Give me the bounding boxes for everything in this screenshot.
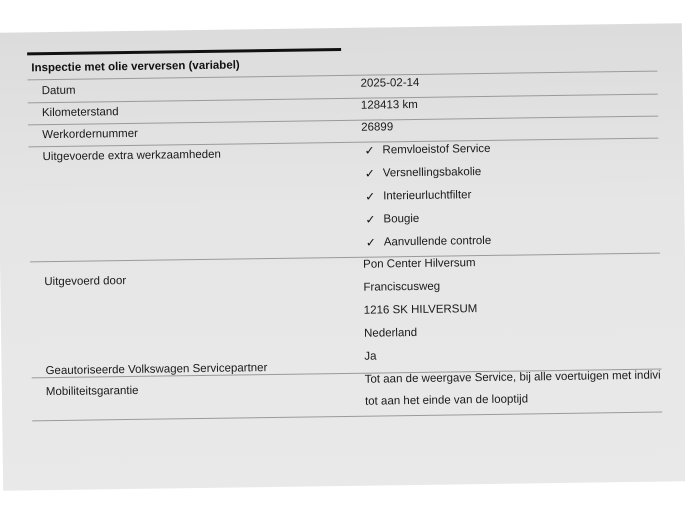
- value-kilometerstand: 128413 km: [360, 98, 418, 112]
- check-icon: ✓: [365, 189, 376, 204]
- extra-werk-item: Bougie: [383, 212, 420, 226]
- extra-werk-item: Versnellingsbakolie: [382, 166, 482, 180]
- value-werkordernummer: 26899: [361, 121, 394, 134]
- service-record-table: [27, 43, 685, 472]
- mobiliteit-line-2: tot aan het einde van de looptijd: [364, 393, 529, 408]
- service-record-page: [0, 23, 685, 491]
- title-rule: [27, 48, 341, 55]
- section-title: Inspectie met olie verversen (variabel): [31, 59, 240, 75]
- check-icon: ✓: [365, 212, 376, 227]
- extra-werk-item: Remvloeistof Service: [382, 142, 491, 157]
- label-werkordernummer: Werkordernummer: [42, 127, 139, 142]
- dealer-country: Nederland: [363, 326, 418, 340]
- row-divider: [30, 253, 660, 263]
- extra-werk-item: Aanvullende controle: [383, 234, 492, 249]
- dealer-name: Pon Center Hilversum: [363, 257, 476, 271]
- check-icon: ✓: [365, 235, 376, 250]
- label-uitgevoerd-door: Uitgevoerd door: [44, 275, 127, 289]
- value-datum: 2025-02-14: [360, 76, 420, 90]
- label-mobiliteitsgarantie: Mobiliteitsgarantie: [45, 384, 139, 399]
- label-extra-werkzaamheden: Uitgevoerde extra werkzaamheden: [42, 148, 222, 164]
- value-servicepartner: Ja: [364, 350, 377, 363]
- label-servicepartner: Geautoriseerde Volkswagen Servicepartner: [45, 362, 268, 378]
- dealer-street: Franciscusweg: [363, 280, 441, 294]
- row-divider: [32, 412, 662, 422]
- row-divider: [28, 94, 658, 104]
- extra-werk-item: Interieurluchtfilter: [383, 189, 472, 203]
- row-divider: [28, 116, 658, 126]
- check-icon: ✓: [364, 166, 375, 181]
- check-icon: ✓: [364, 143, 375, 158]
- mobiliteit-line-1: Tot aan de weergave Service, bij alle voertuigen met indivi: [364, 369, 661, 386]
- label-kilometerstand: Kilometerstand: [41, 106, 119, 120]
- label-datum: Datum: [41, 84, 76, 98]
- dealer-postcode-city: 1216 SK HILVERSUM: [363, 303, 478, 317]
